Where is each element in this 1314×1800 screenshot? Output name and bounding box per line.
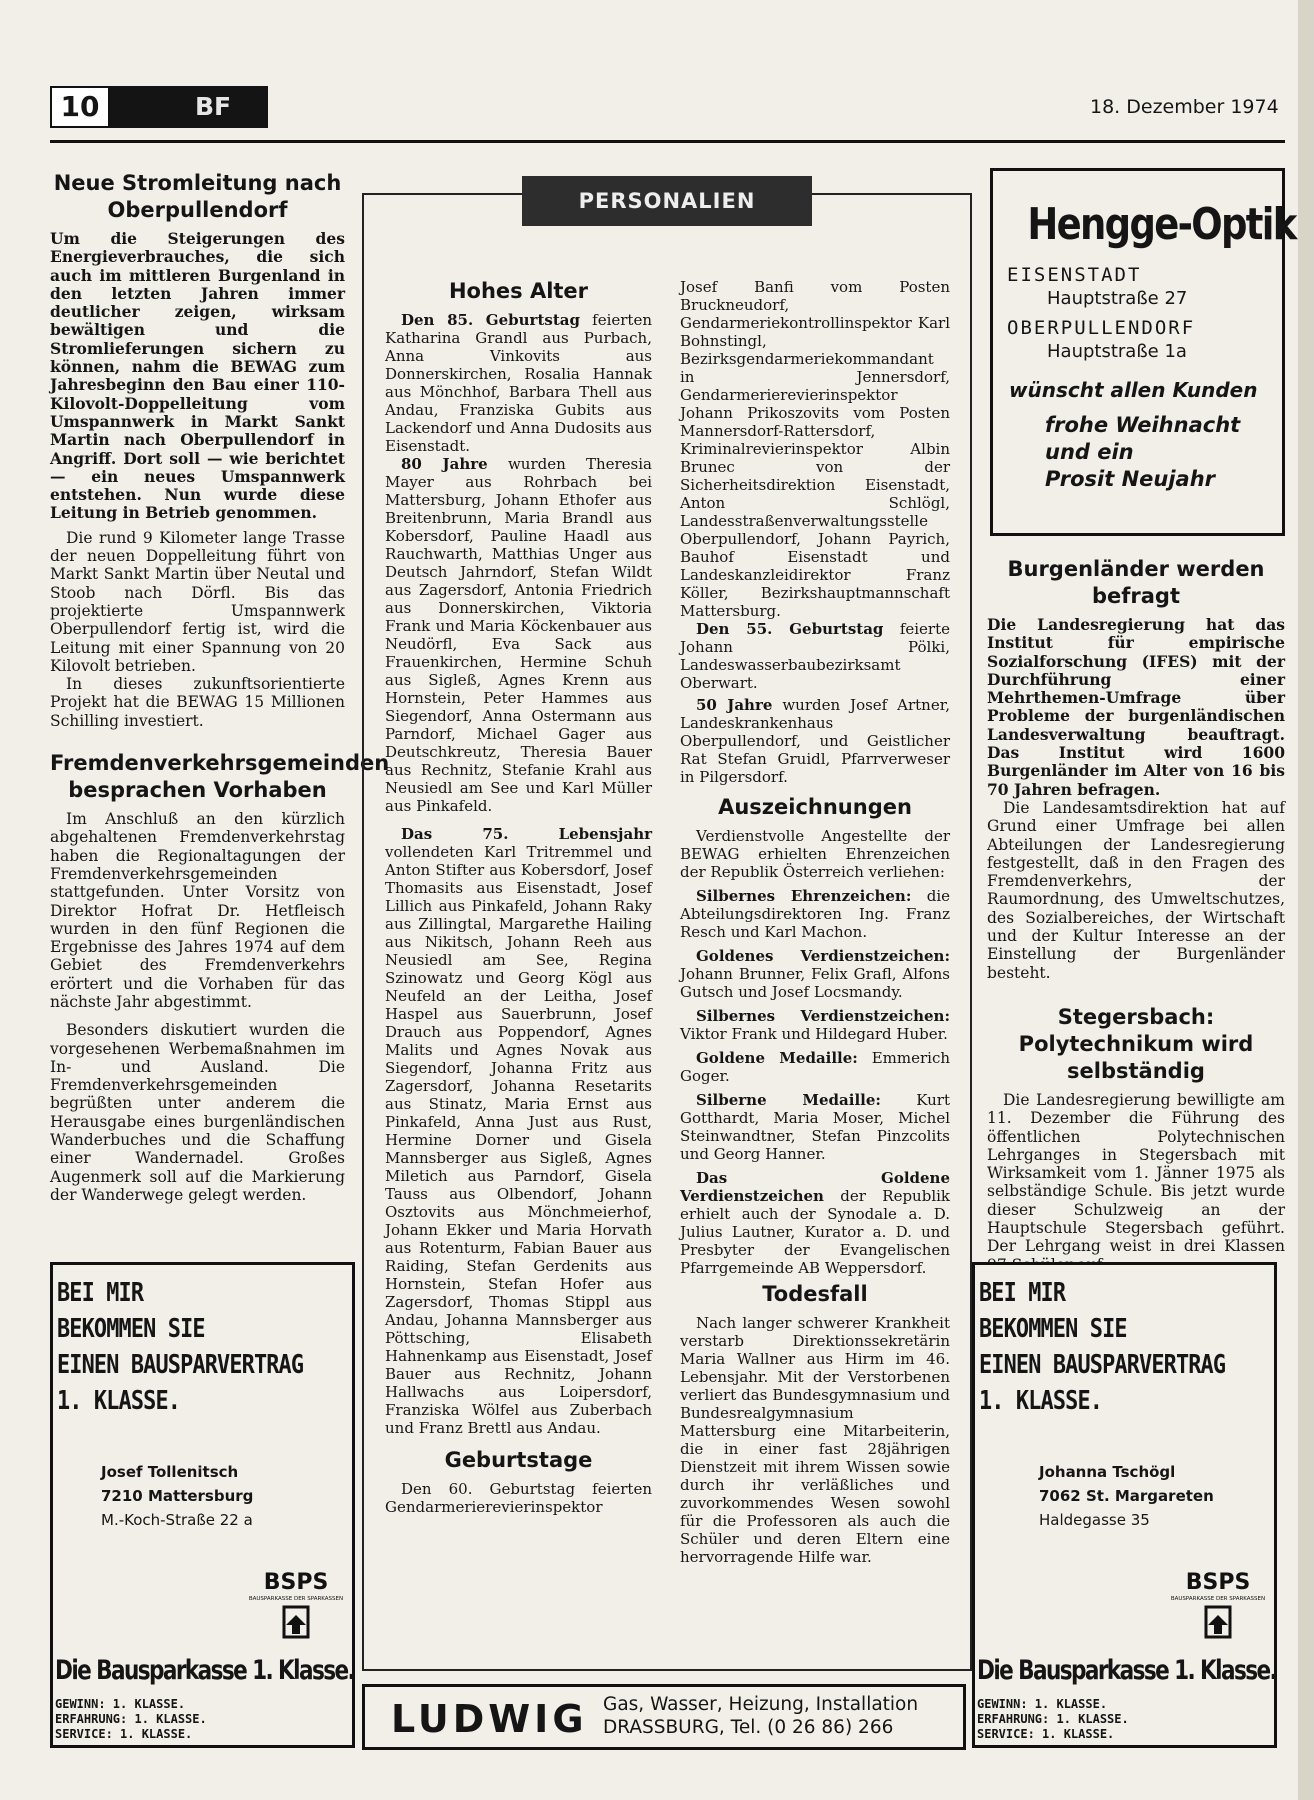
ludwig-details: Gas, Wasser, Heizung, Installation DRASSBURG, Tel. (0 26 86) 266	[603, 1694, 919, 1738]
article-title: Burgenländer werden befragt	[1007, 557, 1265, 608]
personalien-column-1	[385, 278, 652, 1516]
ad-brand: Die Bausparkasse 1. Klasse.	[55, 1655, 355, 1686]
article-paragraph: In dieses zukunftsorientierte Projekt hat die BEWAG 15 Millionen Schilling investiert.	[50, 675, 345, 730]
ad-slogan: BEI MIR BEKOMMEN SIE EINEN BAUSPARVERTRAG 1. KLASSE.	[57, 1278, 304, 1416]
optik-city: OBERPULLENDORF	[1007, 317, 1196, 339]
article-paragraph: Die Landesamtsdirektion hat auf Grund einer Umfrage bei allen Abteilungen der Landesregierung festgestellt, daß in den Fragen des Fremdenverkehrs, der Raumordnung, des Umweltschutzes, des Sozialbereiches, der Wirtschaft und der Kultur Interesse an der Einstellung der Burgenländer besteht.	[987, 798, 1285, 982]
personalien-paragraph: Verdienstvolle Angestellte der BEWAG erhielten Ehrenzeichen der Republik Österreich verliehen:	[680, 827, 950, 881]
section-label: BF	[110, 86, 268, 128]
personalien-paragraph: Silberne Medaille: Kurt Gotthardt, Maria Moser, Michel Steinwandtner, Stefan Pinzcolits und Georg Hanner.	[680, 1091, 950, 1163]
section-heading: Auszeichnungen	[718, 795, 912, 819]
personalien-paragraph: Nach langer schwerer Krankheit verstarb Direktionssekretärin Maria Wallner aus Hirm im 46. Lebensjahr. Mit der Verstorbenen verliert das Bundesgymnasium und Bundesrealgymnasium Mattersburg eine Mitarbeiterin, die in einer fast 28jährigen Dienstzeit mit ihrem Wissen sowie durch ihr verläßliches und zuvorkommendes Wesen sowohl für die Professoren als auch die Schüler und deren Eltern eine hervorragende Hilfe war.	[680, 1314, 950, 1566]
personalien-paragraph: Goldenes Verdienstzeichen: Johann Brunner, Felix Grafl, Alfons Gutsch und Josef Locsmandy.	[680, 947, 950, 1001]
personalien-paragraph: Das 75. Lebensjahr vollendeten Karl Tritremmel und Anton Stifter aus Kobersdorf, Josef Thomasits aus Eisenstadt, Josef Lillich aus Pinkafeld, Johann Raky aus Zillingtal, Margarethe Hailing aus Nikitsch, Johann Reeh aus Neusiedl am See, Regina Szinowatz und Georg Kögl aus Neufeld an der Leitha, Josef Haspel aus Sauerbrunn, Josef Drauch aus Poppendorf, Agnes Malits und Agnes Novak aus Siegendorf, Johanna Fritz aus Zagersdorf, Johanna Resetarits aus Stinatz, Maria Ernst aus Pinkafeld, Anna Just aus Rust, Hermine Dorner und Gisela Mannsberger aus Sigleß, Agnes Miletich aus Parndorf, Gisela Tauss aus Olbendorf, Johann Osztovits aus Mönchmeierhof, Johann Ekker und Maria Horvath aus Rotenturm, Fabian Bauer aus Raiding, Stefan Gerdenits aus Hornstein, Stefan Hofer aus Zagersdorf, Thomas Stippl aus Andau, Johanna Mannsberger aus Pöttsching, Elisabeth Hahnenkamp aus Eisenstadt, Josef Bauer aus Rechnitz, Johann Hallwachs aus Loipersdorf, Franziska Wölfel aus Zuberbach und Franz Brettl aus Andau.	[385, 825, 652, 1437]
ludwig-name: LUDWIG	[391, 1697, 588, 1741]
ad-tagline: GEWINN: 1. KLASSE. ERFAHRUNG: 1. KLASSE. SERVICE: 1. KLASSE.	[55, 1697, 207, 1741]
section-heading: Todesfall	[762, 1282, 868, 1306]
optik-greeting: Prosit Neujahr	[1045, 467, 1216, 491]
article-paragraph: Im Anschluß an den kürzlich abgehaltenen Fremdenverkehrstag haben die Regionaltagungen der Fremdenverkehrsgemeinden stattgefunden. Unter Vorsitz von Direktor Hofrat Dr. Hetfleisch wurden in den fünf Regionen die Ergebnisse des Jahres 1974 auf dem Gebiet des Fremdenverkehrs erörtert und die Vorhaben für das nächste Jahr abgestimmt.	[50, 810, 345, 1011]
personalien-paragraph: 80 Jahre wurden Theresia Mayer aus Rohrbach bei Mattersburg, Johann Ethofer aus Breitenbrunn, Maria Brandl aus Kobersdorf, Pauline Haadl aus Rauchwarth, Matthias Unger aus Deutsch Jahrndorf, Stefan Wildt aus Zagersdorf, Antonia Friedrich aus Donnerskirchen, Viktoria Frank und Maria Köckenbauer aus Neudörfl, Eva Sack aus Frauenkirchen, Hermine Schuh aus Sigleß, Agnes Krenn aus Hornstein, Peter Hammes aus Siegendorf, Anna Ostermann aus Parndorf, Michael Gager aus Deutschkreutz, Theresia Bauer aus Rechnitz, Stefanie Krahl aus Neusiedl am See und Karl Müller aus Pinkafeld.	[385, 455, 652, 815]
personalien-paragraph: Silbernes Verdienstzeichen: Viktor Frank und Hildegard Huber.	[680, 1007, 950, 1043]
page-edge	[1298, 0, 1314, 1800]
svg-text:BSPS: BSPS	[1185, 1570, 1251, 1595]
ludwig-advertisement	[362, 1684, 966, 1750]
personalien-banner: PERSONALIEN	[522, 176, 812, 226]
personalien-paragraph: Das Goldene Verdienstzeichen der Republik erhielt auch der Synodale a. D. Julius Lautner, Kurator a. D. und Presbyter der Evangelischen Pfarrgemeinde AB Weppersdorf.	[680, 1169, 950, 1277]
issue-date: 18. Dezember 1974	[1090, 96, 1279, 118]
bausparkasse-ad-left	[50, 1262, 355, 1748]
svg-text:BAUSPARKASSE DER SPARKASSEN: BAUSPARKASSE DER SPARKASSEN	[1170, 1596, 1266, 1602]
page-number: 10	[50, 86, 110, 128]
optik-name: Hengge-Optik	[1027, 199, 1296, 250]
personalien-paragraph: Goldene Medaille: Emmerich Goger.	[680, 1049, 951, 1085]
personalien-paragraph: Den 60. Geburtstag feierten Gendarmerierevierinspektor	[385, 1480, 652, 1516]
article-title: Fremdenverkehrsgemeinden besprachen Vorhaben	[50, 751, 390, 803]
personalien-paragraph: Josef Banfi vom Posten Bruckneudorf, Gendarmeriekontrollinspektor Karl Bohnstingl, Bezirksgendarmeriekommandant in Jennersdorf, Gendarmerierevierinspektor Johann Prikoszovits vom Posten Mannersdorf-Rattersdorf, Kriminalrevierinspektor Albin Brunec von der Sicherheitsdirektion Eisenstadt, Anton Schlögl, Landesstraßenverwaltungsstelle Oberpullendorf, Johann Payrich, Bauhof Eisenstadt und Landeskanzleidirektor Franz Köller, Bezirkshauptmannschaft Mattersburg.	[680, 278, 950, 620]
bausparkasse-ad-right	[972, 1262, 1277, 1748]
bausparkasse-logo-icon	[1170, 1567, 1266, 1641]
ad-brand: Die Bausparkasse 1. Klasse.	[977, 1655, 1277, 1686]
ad-slogan: BEI MIR BEKOMMEN SIE EINEN BAUSPARVERTRAG 1. KLASSE.	[979, 1278, 1226, 1416]
article-lead: Die Landesregierung hat das Institut für empirische Sozialforschung (IFES) mit der Durchführung einer Mehrthemen-Umfrage über Probleme der burgenländischen Landesverwaltung beauftragt. Das Institut wird 1600 Burgenländer im Alter von 16 bis 70 Jahren befragen.	[987, 615, 1285, 799]
optik-greeting: und ein	[1045, 440, 1134, 464]
personalien-paragraph: 50 Jahre wurden Josef Artner, Landeskrankenhaus Oberpullendorf, und Geistlicher Rat Stefan Gruidl, Pfarrverweser in Pilgersdorf.	[680, 696, 950, 786]
ad-tagline: GEWINN: 1. KLASSE. ERFAHRUNG: 1. KLASSE. SERVICE: 1. KLASSE.	[977, 1697, 1129, 1741]
personalien-paragraph: Den 55. Geburtstag feierte Johann Pölki, Landeswasserbaubezirksamt Oberwart.	[680, 620, 950, 692]
personalien-column-2	[680, 278, 950, 1566]
ad-address: Josef Tollenitsch 7210 Mattersburg M.-Koch-Straße 22 a	[101, 1463, 254, 1529]
left-column	[50, 170, 390, 1204]
article-paragraph: Die Landesregierung bewilligte am 11. Dezember die Führung des öffentlichen Polytechnischen Lehrganges in Stegersbach mit Wirksamkeit vom 1. Jänner 1975 als selbständige Schule. Bis jetzt wurde dieser Schulzweig an der Hauptschule Stegersbach geführt. Der Lehrgang weist in drei Klassen	[987, 1090, 1285, 1256]
bausparkasse-logo-icon	[248, 1567, 344, 1641]
svg-text:BSPS: BSPS	[263, 1570, 329, 1595]
personalien-paragraph: Den 85. Geburtstag feierten Katharina Grandl aus Purbach, Anna Vinkovits aus Donnerskirchen, Rosalia Hannak aus Mönchhof, Barbara Thell aus Andau, Franziska Gubits aus Lackendorf und Anna Dudosits aus Eisenstadt.	[385, 311, 652, 455]
article-title: Stegersbach: Polytechnikum wird selbständig	[1018, 1004, 1254, 1083]
section-heading: Geburtstage	[444, 1448, 593, 1472]
article-paragraph: Die rund 9 Kilometer lange Trasse der neuen Doppelleitung führt von Markt Sankt Martin über Neutal und Stoob nach Dörfl. Bis das projektierte Umspannwerk Oberpullendorf fertig ist, wird die Leitung mit einer Spannung von 20 Kilovolt betrieben.	[50, 528, 345, 675]
optik-street: Hauptstraße 27	[1047, 288, 1188, 309]
optik-city: EISENSTADT	[1007, 264, 1142, 286]
right-column	[987, 556, 1285, 1274]
article-paragraph: Besonders diskutiert wurden die vorgesehenen Werbemaßnahmen im In- und Ausland. Die Fremdenverkehrsgemeinden begrüßten unter anderem die Herausgabe eines burgenländischen Wanderbuches und die Schaffung einer Wandernadel. Großes Augenmerk soll auf die Markierung der Wanderwege gelegt werden.	[50, 1021, 345, 1204]
optik-advertisement	[990, 168, 1296, 536]
personalien-paragraph: Silbernes Ehrenzeichen: die Abteilungsdirektoren Ing. Franz Resch und Karl Machon.	[680, 887, 950, 941]
svg-text:BAUSPARKASSE DER SPARKASSEN: BAUSPARKASSE DER SPARKASSEN	[248, 1596, 344, 1602]
header-rule	[50, 140, 1285, 143]
optik-greeting: wünscht allen Kunden	[1009, 378, 1258, 402]
ad-address: Johanna Tschögl 7062 St. Margareten Haldegasse 35	[1039, 1463, 1214, 1529]
section-heading: Hohes Alter	[448, 279, 589, 303]
article-lead: Um die Steigerungen des Energieverbrauches, die sich auch im mittleren Burgenland in den letzten Jahren immer deutlicher zeigen, wirksam bewältigen und die Stromlieferungen sichern zu können, nahm die BEWAG zum Jahresbeginn den Bau einer 110-Kilovolt-Doppelleitung vom Umspannwerk in Markt Sankt Martin nach Oberpullendorf in Angriff. Dort soll — wie berichtet — ein neues Umspannwerk entstehen. Nun wurde diese Leitung in Betrieb genommen.	[50, 229, 345, 523]
article-title: Neue Stromleitung nach Oberpullendorf	[53, 171, 342, 222]
optik-greeting: frohe Weihnacht	[1045, 413, 1241, 437]
optik-street: Hauptstraße 1a	[1047, 341, 1187, 362]
